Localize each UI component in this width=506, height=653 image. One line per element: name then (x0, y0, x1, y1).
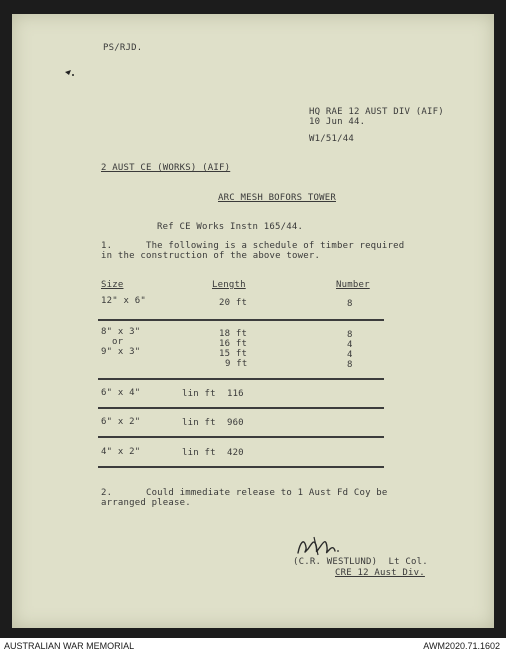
table-cell-length: lin ft 116 (182, 389, 244, 399)
paragraph-1-line-2: in the construction of the above tower. (101, 251, 321, 261)
table-row-divider (98, 378, 384, 380)
handwritten-signature (294, 533, 344, 559)
table-cell-number: 8 (347, 360, 353, 370)
sender-hq: HQ RAE 12 AUST DIV (AIF) (309, 107, 444, 117)
table-row-divider (98, 436, 384, 438)
signatory-title: CRE 12 Aust Div. (335, 568, 425, 578)
file-number: W1/51/44 (309, 134, 354, 144)
table-cell-number: 4 (347, 340, 353, 350)
column-header-number: Number (336, 280, 370, 290)
archive-credit: AUSTRALIAN WAR MEMORIAL (4, 641, 135, 651)
table-cell-length: 16 ft (219, 339, 248, 349)
reference-code: PS/RJD. (103, 43, 143, 53)
table-cell-number: 8 (347, 330, 353, 340)
table-cell-number: 4 (347, 350, 353, 360)
paragraph-1-line-1: 1. The following is a schedule of timber required (101, 241, 405, 251)
table-cell-size: 6" x 4" (101, 388, 141, 398)
table-cell-size: 6" x 2" (101, 417, 141, 427)
column-header-length: Length (212, 280, 246, 290)
table-cell-size: 4" x 2" (101, 447, 141, 457)
ink-speck (63, 63, 68, 68)
paragraph-2-line-1: 2. Could immediate release to 1 Aust Fd Coy be (101, 488, 388, 498)
table-cell-size: or (112, 337, 124, 347)
table-cell-length: 20 ft (219, 298, 248, 308)
table-cell-size: 12" x 6" (101, 296, 146, 306)
letter-date: 10 Jun 44. (309, 117, 366, 127)
table-cell-length: 9 ft (225, 359, 248, 369)
table-cell-length: lin ft 420 (182, 448, 244, 458)
table-cell-length: 18 ft (219, 329, 248, 339)
table-row-divider (98, 319, 384, 321)
signatory-name: (C.R. WESTLUND) Lt Col. (293, 557, 428, 567)
table-cell-length: 15 ft (219, 349, 248, 359)
table-row-divider (98, 407, 384, 409)
addressee: 2 AUST CE (WORKS) (AIF) (101, 163, 231, 173)
paragraph-2-line-2: arranged please. (101, 498, 191, 508)
reference-line: Ref CE Works Instn 165/44. (157, 222, 304, 232)
archive-id: AWM2020.71.1602 (423, 641, 500, 651)
subject-heading: ARC MESH BOFORS TOWER (218, 193, 336, 203)
table-cell-size: 8" x 3" (101, 327, 141, 337)
table-cell-number: 8 (347, 299, 353, 309)
column-header-size: Size (101, 280, 124, 290)
table-cell-size: 9" x 3" (101, 347, 141, 357)
table-row-divider (98, 466, 384, 468)
table-cell-length: lin ft 960 (182, 418, 244, 428)
